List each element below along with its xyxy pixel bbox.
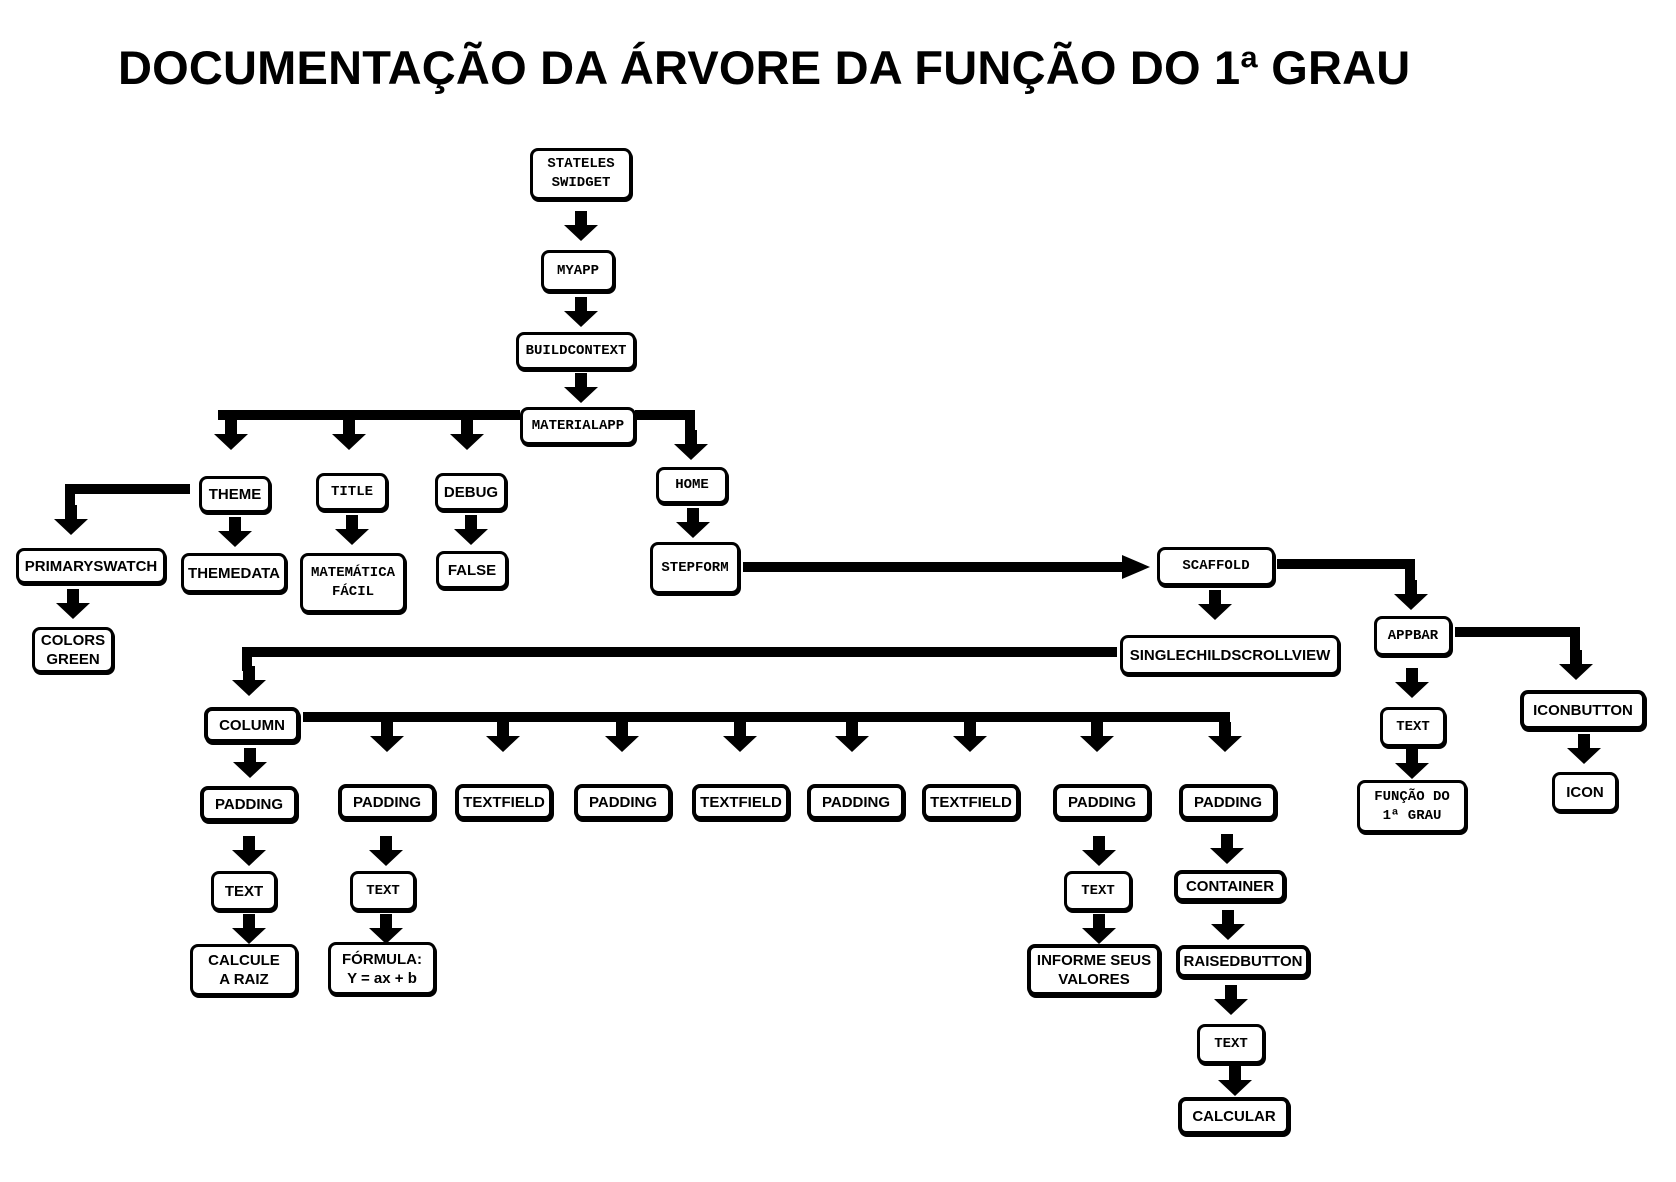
down-arrow-icon: [54, 505, 88, 535]
down-arrow-icon: [1394, 580, 1428, 610]
down-arrow-icon: [369, 836, 403, 866]
down-arrow-icon: [1208, 722, 1242, 752]
node-funcao-1-grau: FUNÇÃO DO 1ª GRAU: [1357, 780, 1467, 833]
down-arrow-icon: [564, 211, 598, 241]
node-text-6: TEXT: [1197, 1024, 1265, 1064]
right-arrow-icon: [1122, 555, 1150, 579]
down-arrow-icon: [1567, 734, 1601, 764]
node-padding-4: PADDING: [807, 784, 905, 820]
node-myapp: MYAPP: [541, 250, 615, 292]
down-arrow-icon: [1080, 722, 1114, 752]
node-icon: ICON: [1552, 772, 1618, 812]
node-stepform: STEPFORM: [650, 542, 740, 594]
node-debug: DEBUG: [435, 473, 507, 511]
node-materialapp: MATERIALAPP: [520, 407, 636, 445]
node-buildcontext: BUILDCONTEXT: [516, 332, 636, 370]
down-arrow-icon: [674, 430, 708, 460]
diagram-title: DOCUMENTAÇÃO DA ÁRVORE DA FUNÇÃO DO 1ª GRAU: [118, 41, 1411, 94]
down-arrow-icon: [370, 722, 404, 752]
node-stateless-widget: STATELES SWIDGET: [530, 148, 632, 200]
down-arrow-icon: [953, 722, 987, 752]
node-title: TITLE: [316, 473, 388, 511]
node-themedata: THEMEDATA: [181, 553, 287, 593]
down-arrow-icon: [218, 517, 252, 547]
node-theme: THEME: [199, 476, 271, 513]
down-arrow-icon: [564, 373, 598, 403]
down-arrow-icon: [335, 515, 369, 545]
down-arrow-icon: [56, 589, 90, 619]
down-arrow-icon: [450, 420, 484, 450]
down-arrow-icon: [233, 748, 267, 778]
down-arrow-icon: [214, 420, 248, 450]
down-arrow-icon: [1218, 1066, 1252, 1096]
down-arrow-icon: [454, 515, 488, 545]
node-colors-green: COLORS GREEN: [32, 627, 114, 673]
node-textfield-3: TEXTFIELD: [922, 784, 1020, 820]
node-padding-1: PADDING: [200, 786, 298, 822]
down-arrow-icon: [369, 914, 403, 944]
node-raisedbutton: RAISEDBUTTON: [1176, 945, 1310, 978]
node-home: HOME: [656, 467, 728, 504]
node-matematica-facil: MATEMÁTICA FÁCIL: [300, 553, 406, 613]
node-container: CONTAINER: [1174, 870, 1286, 902]
down-arrow-icon: [1214, 985, 1248, 1015]
node-primaryswatch: PRIMARYSWATCH: [16, 548, 166, 584]
down-arrow-icon: [232, 836, 266, 866]
node-text-1: TEXT: [211, 871, 277, 911]
node-scaffold: SCAFFOLD: [1157, 547, 1275, 586]
node-informe-valores: INFORME SEUS VALORES: [1027, 944, 1161, 996]
down-arrow-icon: [676, 508, 710, 538]
node-calcule-raiz: CALCULE A RAIZ: [190, 944, 298, 996]
node-padding-3: PADDING: [574, 784, 672, 820]
down-arrow-icon: [564, 297, 598, 327]
down-arrow-icon: [332, 420, 366, 450]
node-appbar-text: TEXT: [1380, 707, 1446, 747]
down-arrow-icon: [1559, 650, 1593, 680]
down-arrow-icon: [1210, 834, 1244, 864]
node-text-2: TEXT: [350, 871, 416, 911]
node-appbar: APPBAR: [1374, 616, 1452, 656]
down-arrow-icon: [835, 722, 869, 752]
down-arrow-icon: [1082, 914, 1116, 944]
node-textfield-1: TEXTFIELD: [455, 784, 553, 820]
node-textfield-2: TEXTFIELD: [692, 784, 790, 820]
down-arrow-icon: [1211, 910, 1245, 940]
down-arrow-icon: [1082, 836, 1116, 866]
node-column: COLUMN: [204, 707, 300, 743]
down-arrow-icon: [723, 722, 757, 752]
node-padding-6: PADDING: [1179, 784, 1277, 820]
node-text-5: TEXT: [1064, 871, 1132, 911]
down-arrow-icon: [1395, 668, 1429, 698]
down-arrow-icon: [1395, 749, 1429, 779]
node-formula: FÓRMULA: Y = ax + b: [328, 942, 436, 995]
node-calcular: CALCULAR: [1178, 1097, 1290, 1135]
down-arrow-icon: [232, 666, 266, 696]
down-arrow-icon: [605, 722, 639, 752]
down-arrow-icon: [486, 722, 520, 752]
down-arrow-icon: [1198, 590, 1232, 620]
node-false: FALSE: [436, 551, 508, 589]
node-padding-2: PADDING: [338, 784, 436, 820]
node-padding-5: PADDING: [1053, 784, 1151, 820]
down-arrow-icon: [232, 914, 266, 944]
node-singlechildscrollview: SINGLECHILDSCROLLVIEW: [1120, 635, 1340, 675]
node-iconbutton: ICONBUTTON: [1520, 690, 1646, 730]
